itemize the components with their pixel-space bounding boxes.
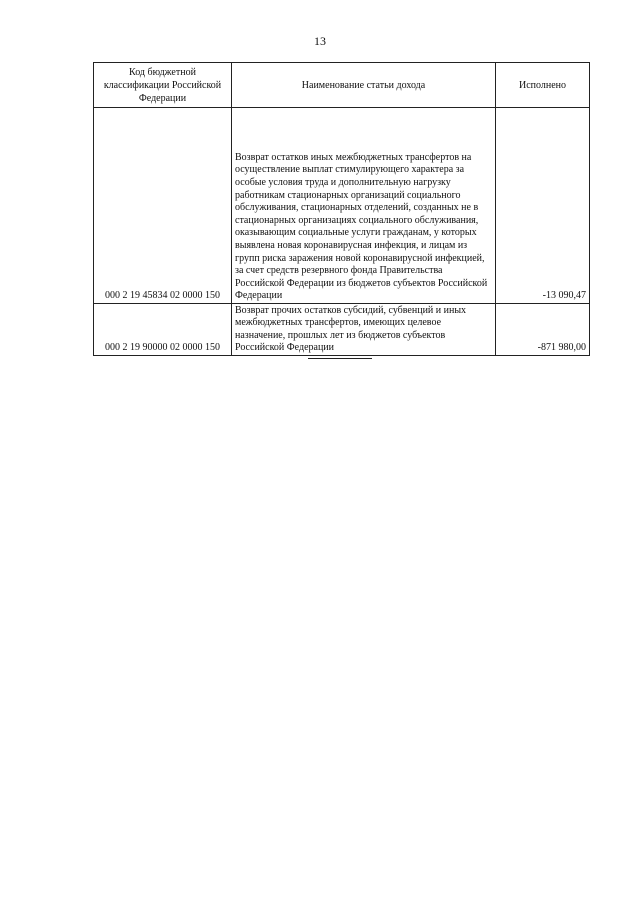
end-of-document-rule — [308, 358, 372, 359]
revenue-item-name-cell: Возврат остатков иных межбюджетных трансфертов на осуществление выплат стимулирующего характера за особые условия труда и дополнительную нагрузку работникам стационарных организаций социального обслуживания, стационарных отделений, созданных не в стационарных организациях социального обслуживания, оказывающим социальные услуги гражданам, у которых выявлена новая коронавирусная инфекция, и лицам из групп риска заражения новой коронавирусной инфекцией, за счет средств резервного фонда Правительства Российской Федерации из бюджетов субъектов Российской Федерации — [232, 108, 496, 304]
header-revenue-item-name: Наименование статьи дохода — [232, 63, 496, 108]
budget-revenue-table — [93, 62, 590, 356]
revenue-item-name-cell: Возврат прочих остатков субсидий, субвенций и иных межбюджетных трансфертов, имеющих целевое назначение, прошлых лет из бюджетов субъектов Российской Федерации — [232, 304, 496, 356]
table-row — [94, 108, 590, 304]
executed-amount-cell: -13 090,47 — [496, 108, 590, 304]
page-number: 13 — [314, 34, 326, 48]
executed-amount-cell: -871 980,00 — [496, 304, 590, 356]
table-row — [94, 304, 590, 356]
header-budget-code: Код бюджетной классификации Российской Федерации — [94, 63, 232, 108]
budget-code-cell: 000 2 19 45834 02 0000 150 — [94, 108, 232, 304]
header-executed: Исполнено — [496, 63, 590, 108]
budget-code-cell: 000 2 19 90000 02 0000 150 — [94, 304, 232, 356]
table-header-row — [94, 63, 590, 108]
